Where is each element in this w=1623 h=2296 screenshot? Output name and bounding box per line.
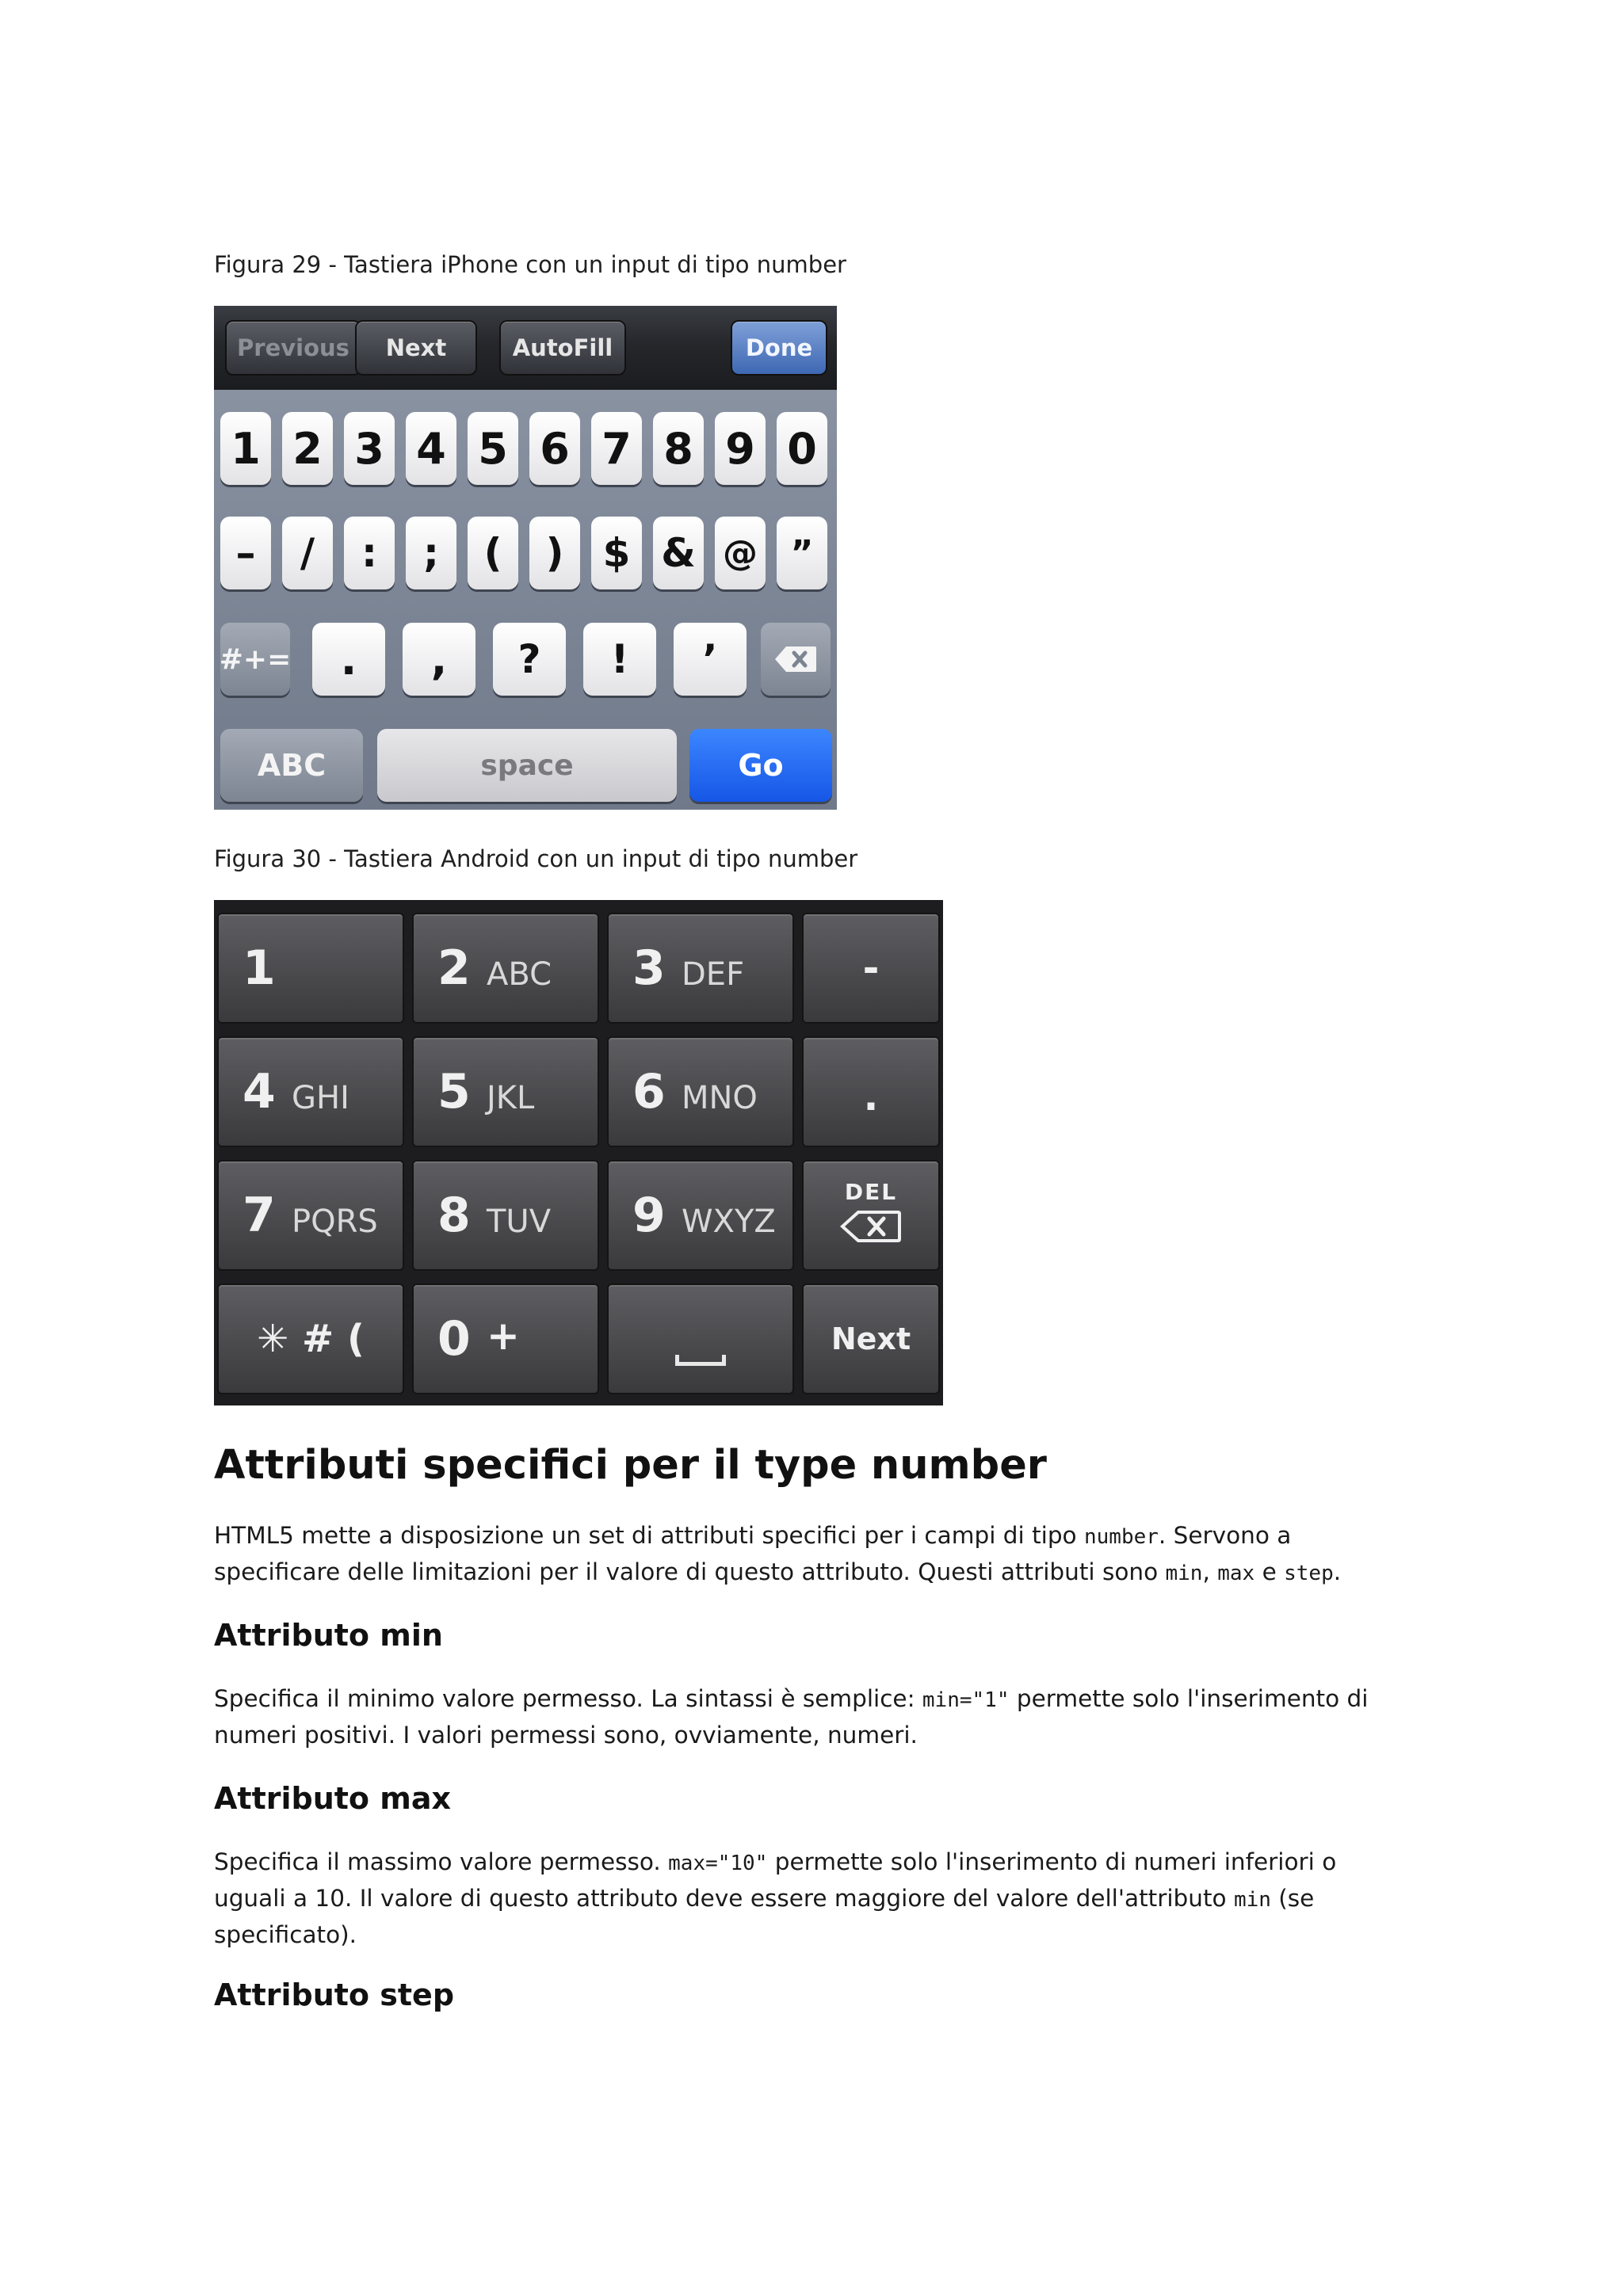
max-paragraph: Specifica il massimo valore permesso. max="10" permette solo l'inserimento di numeri inferiori o uguali a 10. Il valore di questo attributo deve essere maggiore del valore dell'attributo min (se specificato).: [214, 1848, 1337, 1948]
backspace-icon: [839, 1209, 903, 1244]
ios-key: /: [282, 517, 333, 589]
ios-previous-button: Previous: [225, 320, 361, 376]
ios-key: 0: [777, 412, 827, 485]
ios-autofill-button: AutoFill: [499, 320, 626, 376]
ios-done-button: Done: [731, 320, 827, 376]
android-key: 2 ABC: [412, 913, 599, 1024]
ios-key: 5: [468, 412, 518, 485]
ios-backspace-key: [761, 623, 831, 696]
inline-code: min="1": [922, 1688, 1010, 1712]
subheading-min: Attributo min: [214, 1618, 443, 1653]
ios-key: ): [529, 517, 580, 589]
android-key: 4 GHI: [217, 1036, 404, 1147]
android-space-key: [607, 1283, 794, 1394]
ios-space-key: space: [377, 729, 677, 802]
ios-key: !: [583, 623, 656, 696]
ios-key: 7: [591, 412, 642, 485]
ios-key: @: [715, 517, 766, 589]
android-key: 6 MNO: [607, 1036, 794, 1147]
android-key: 0 +: [412, 1283, 599, 1394]
subheading-step: Attributo step: [214, 1978, 455, 2012]
android-key: 1: [217, 913, 404, 1024]
ios-next-button: Next: [355, 320, 477, 376]
ios-symbols-key: #+=: [220, 623, 290, 696]
inline-code: min: [1233, 1888, 1271, 1912]
inline-code: max: [1217, 1562, 1255, 1585]
ios-key: 1: [220, 412, 271, 485]
android-key: ✳ # (: [217, 1283, 404, 1394]
ios-key: 9: [715, 412, 766, 485]
android-key: 9 WXYZ: [607, 1160, 794, 1271]
android-key: 7 PQRS: [217, 1160, 404, 1271]
android-next-key: Next: [802, 1283, 940, 1394]
inline-code: number: [1083, 1525, 1159, 1549]
ios-key: ’: [674, 623, 747, 696]
ios-key: ,: [403, 623, 475, 696]
ios-key: $: [591, 517, 642, 589]
android-key: -: [802, 913, 940, 1024]
ios-key: (: [468, 517, 518, 589]
android-key: 3 DEF: [607, 913, 794, 1024]
ios-key: ?: [493, 623, 566, 696]
space-bar-icon: [675, 1355, 726, 1366]
ios-go-key: Go: [689, 729, 832, 802]
ios-key: 8: [653, 412, 704, 485]
iphone-number-keyboard-image: [214, 306, 837, 810]
ios-key: 2: [282, 412, 333, 485]
backspace-icon: [773, 645, 818, 673]
ios-key: ;: [406, 517, 456, 589]
subheading-max: Attributo max: [214, 1781, 452, 1816]
ios-abc-key: ABC: [220, 729, 363, 802]
inline-code: max="10": [668, 1852, 768, 1875]
ios-key: ”: [777, 517, 827, 589]
android-key: 5 JKL: [412, 1036, 599, 1147]
intro-paragraph: HTML5 mette a disposizione un set di attributi specifici per i campi di tipo number. Servono a specificare delle limitazioni per il valore di questo attributo. Questi attributi sono min, max e step.: [214, 1522, 1342, 1585]
ios-key: –: [220, 517, 271, 589]
android-key: .: [802, 1036, 940, 1147]
ios-key: 4: [406, 412, 456, 485]
android-key: 8 TUV: [412, 1160, 599, 1271]
figure-30-caption: Figura 30 - Tastiera Android con un input di tipo number: [214, 845, 858, 872]
ios-key: 3: [344, 412, 395, 485]
inline-code: min: [1165, 1562, 1203, 1585]
android-number-keyboard-image: [214, 900, 943, 1405]
ios-key: &: [653, 517, 704, 589]
ios-keyboard-toolbar: [214, 306, 837, 390]
ios-key: 6: [529, 412, 580, 485]
min-paragraph: Specifica il minimo valore permesso. La sintassi è semplice: min="1" permette solo l'inserimento di numeri positivi. I valori permessi sono, ovviamente, numeri.: [214, 1685, 1369, 1749]
section-heading: Attributi specifici per il type number: [214, 1442, 1047, 1489]
figure-29-caption: Figura 29 - Tastiera iPhone con un input di tipo number: [214, 251, 846, 278]
inline-code: step: [1284, 1562, 1334, 1585]
android-delete-key: DEL: [802, 1160, 940, 1271]
ios-key: :: [344, 517, 395, 589]
ios-key: .: [312, 623, 385, 696]
